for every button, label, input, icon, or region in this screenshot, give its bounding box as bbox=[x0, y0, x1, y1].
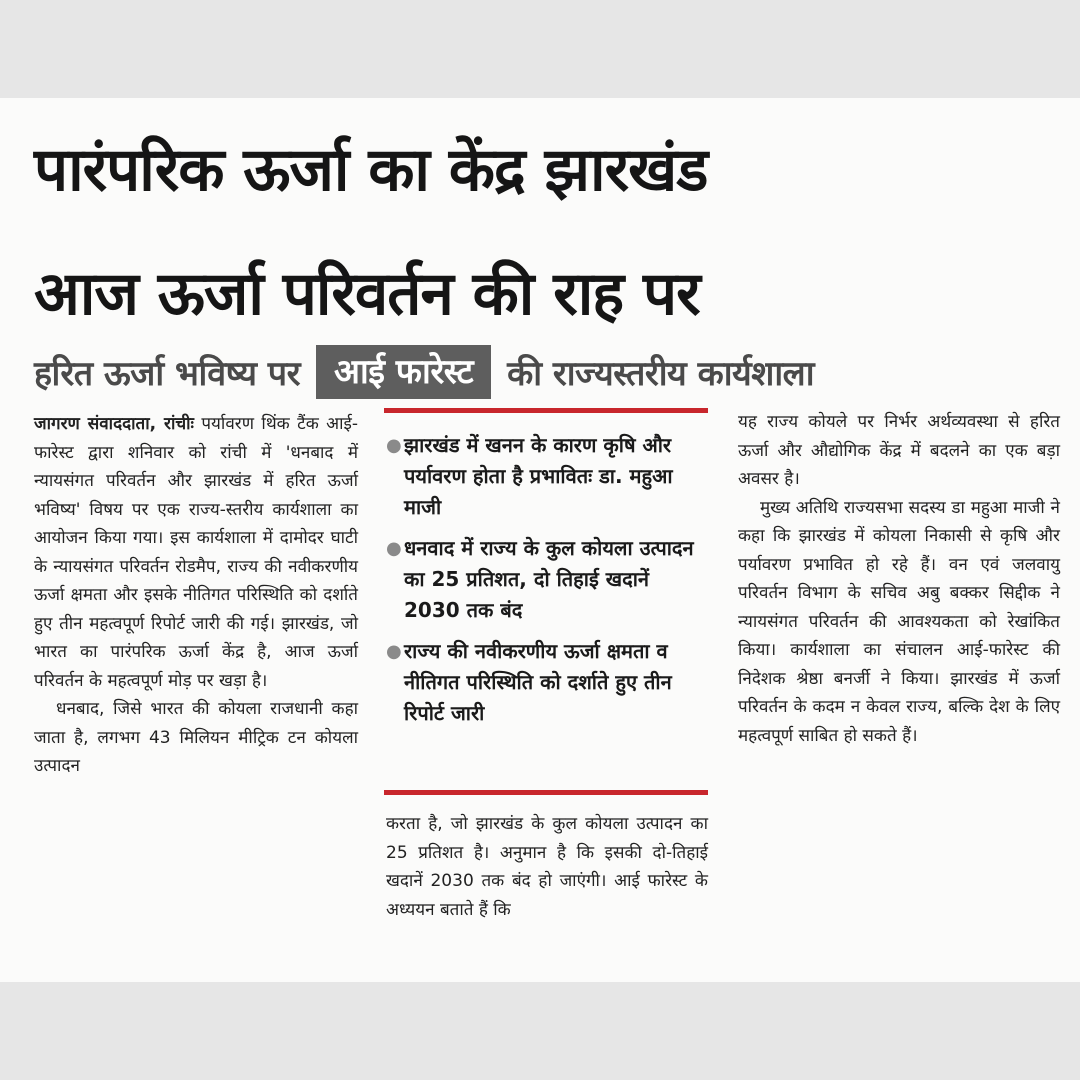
bullet-icon: ● bbox=[386, 435, 402, 456]
article-paragraph: मुख्य अतिथि राज्यसभा सदस्य डा महुआ माजी ने कहा कि झारखंड में कोयला निकासी से कृषि और पर्यावरण प्रभावित हो रहे हैं। वन एवं जलवायु परिवर्तन विभाग के सचिव अबु बक्कर सिद्दीक ने न्यायसंगत परिवर्तन की आवश्यकता को रेखांकित किया। कार्यशाला का संचालन आई-फारेस्ट की निदेशक श्रेष्ठा बनर्जी ने किया। झारखंड में ऊर्जा परिवर्तन के कदम न केवल राज्य, बल्कि देश के लिए महत्वपूर्ण साबित हो सकते हैं। bbox=[738, 497, 1060, 746]
headline-line-1: पारंपरिक ऊर्जा का केंद्र झारखंड bbox=[34, 135, 708, 205]
headline bbox=[34, 108, 1054, 356]
article-paragraph: यह राज्य कोयले पर निर्भर अर्थव्यवस्था से हरित ऊर्जा और औद्योगिक केंद्र में बदलने का एक बड़ा अवसर है। bbox=[738, 412, 1060, 489]
article-column-left bbox=[34, 410, 358, 781]
highlight-item bbox=[386, 430, 708, 523]
headline-line-2: आज ऊर्जा परिवर्तन की राह पर bbox=[34, 259, 700, 329]
highlight-text: राज्य की नवीकरणीय ऊर्जा क्षमता व नीतिगत परिस्थिति को दर्शाते हुए तीन रिपोर्ट जारी bbox=[404, 639, 672, 725]
bullet-icon: ● bbox=[386, 538, 402, 559]
article-paragraph bbox=[34, 410, 358, 695]
subheadline-before: हरित ऊर्जा भविष्य पर bbox=[34, 354, 301, 394]
highlight-item bbox=[386, 533, 708, 626]
newspaper-clipping bbox=[0, 98, 1080, 982]
highlights-box bbox=[386, 430, 708, 739]
bullet-icon: ● bbox=[386, 641, 402, 662]
subheadline bbox=[34, 344, 1064, 400]
article-paragraph: धनबाद, जिसे भारत की कोयला राजधानी कहा जाता है, लगभग 43 मिलियन मीट्रिक टन कोयला उत्पादन bbox=[34, 699, 358, 776]
dateline: जागरण संवाददाता, रांचीः bbox=[34, 414, 194, 434]
article-text: पर्यावरण थिंक टैंक आई-फारेस्ट द्वारा शनिवार को रांची में 'धनबाद में न्यायसंगत परिवर्तन और झारखंड में हरित ऊर्जा भविष्य' विषय पर एक राज्य-स्तरीय कार्यशाला का आयोजन किया गया। इस कार्यशाला में दामोदर घाटी के न्यायसंगत परिवर्तन रोडमैप, राज्य की नवीकरणीय ऊर्जा क्षमता और इसके नीतिगत परिस्थिति को दर्शाते हुए तीन महत्वपूर्ण रिपोर्ट जारी की गई। झारखंड, जो भारत का पारंपरिक ऊर्जा केंद्र है, आज ऊर्जा परिवर्तन के महत्वपूर्ण मोड़ पर खड़ा है। bbox=[34, 414, 359, 691]
article-column-middle bbox=[386, 810, 708, 924]
highlight-text: धनवाद में राज्य के कुल कोयला उत्पादन का 25 प्रतिशत, दो तिहाई खदानें 2030 तक बंद bbox=[404, 536, 694, 622]
article-column-right bbox=[738, 408, 1060, 750]
highlight-text: झारखंड में खनन के कारण कृषि और पर्यावरण होता है प्रभावितः डा. महुआ माजी bbox=[404, 433, 673, 519]
highlight-bottom-rule bbox=[384, 790, 708, 795]
highlight-top-rule bbox=[384, 408, 708, 413]
highlight-item bbox=[386, 636, 708, 729]
subheadline-after: की राज्यस्तरीय कार्यशाला bbox=[507, 354, 815, 394]
subheadline-boxed-name: आई फारेस्ट bbox=[316, 345, 491, 399]
article-paragraph: करता है, जो झारखंड के कुल कोयला उत्पादन का 25 प्रतिशत है। अनुमान है कि इसकी दो-तिहाई खदानें 2030 तक बंद हो जाएंगी। आई फारेस्ट के अध्ययन बताते हैं कि bbox=[386, 814, 708, 920]
